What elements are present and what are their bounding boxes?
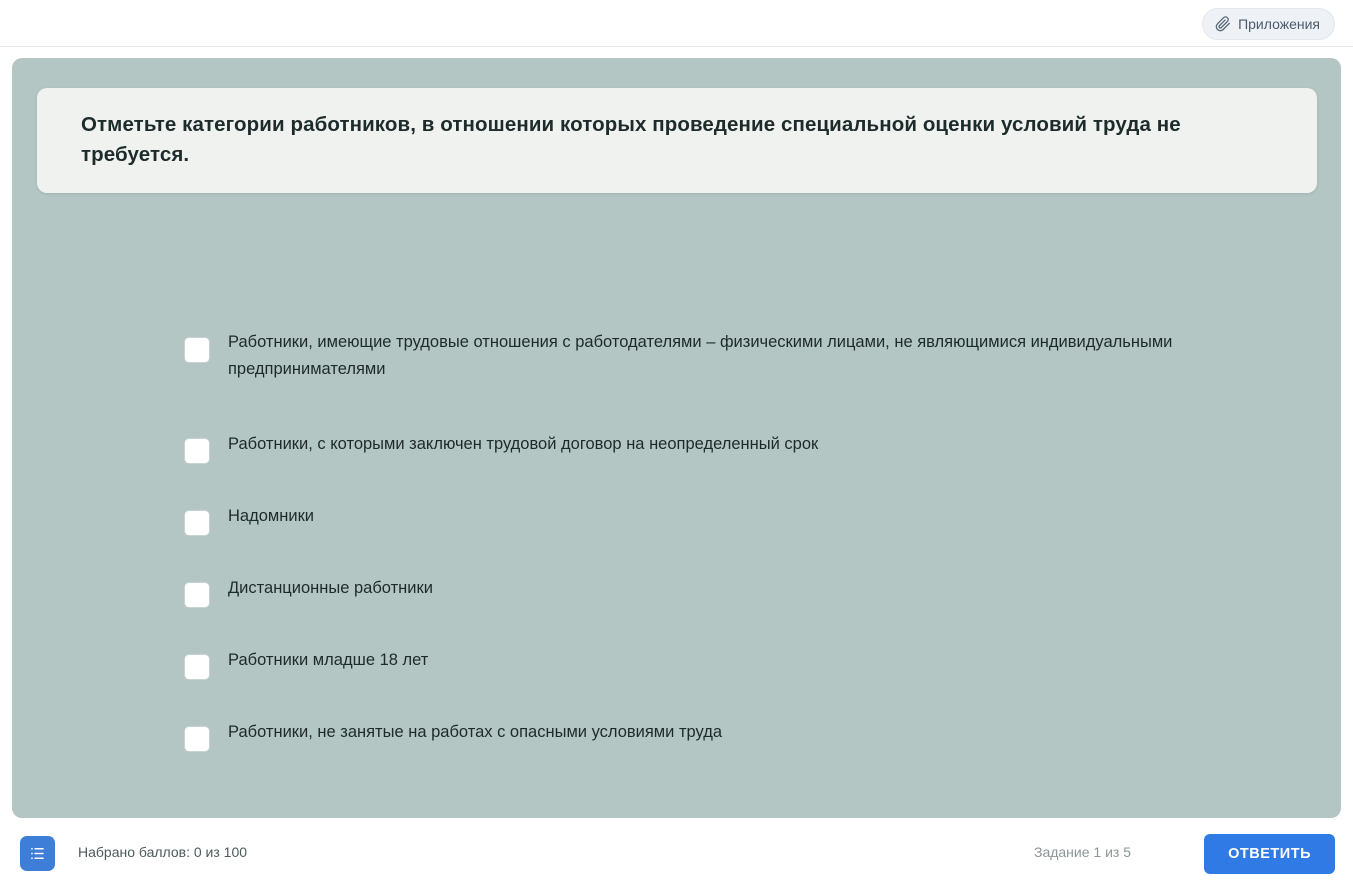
- question-card: [37, 88, 1317, 193]
- list-menu-icon[interactable]: [20, 836, 55, 871]
- option-label: Работники, имеющие трудовые отношения с работодателями – физическими лицами, не являющимися индивидуальными предпринимателями: [228, 333, 1173, 378]
- option-row[interactable]: [184, 425, 1234, 464]
- quiz-stage: [12, 58, 1341, 818]
- option-checkbox[interactable]: [184, 726, 210, 752]
- option-row[interactable]: [184, 641, 1234, 680]
- bottom-bar: [0, 820, 1353, 887]
- option-row[interactable]: [184, 569, 1234, 608]
- top-bar: [0, 0, 1353, 47]
- options-list: [184, 323, 1234, 785]
- task-counter: Задание 1 из 5: [1033, 844, 1131, 860]
- option-checkbox[interactable]: [184, 582, 210, 608]
- paperclip-icon: [1215, 16, 1231, 32]
- option-checkbox[interactable]: [184, 654, 210, 680]
- option-label: Работники, с которыми заключен трудовой договор на неопределенный срок: [228, 435, 819, 454]
- score-text: Набрано баллов: 0 из 100: [78, 844, 248, 860]
- option-label: Дистанционные работники: [228, 579, 433, 598]
- option-row[interactable]: [184, 713, 1234, 752]
- option-label: Работники младше 18 лет: [228, 651, 429, 670]
- answer-button[interactable]: ОТВЕТИТЬ: [1204, 834, 1335, 874]
- apps-button[interactable]: [1202, 8, 1335, 40]
- option-row[interactable]: [184, 497, 1234, 536]
- option-checkbox[interactable]: [184, 337, 210, 363]
- apps-button-label: Приложения: [1238, 16, 1320, 32]
- option-checkbox[interactable]: [184, 438, 210, 464]
- option-label: Работники, не занятые на работах с опасными условиями труда: [228, 723, 723, 742]
- option-checkbox[interactable]: [184, 510, 210, 536]
- option-row[interactable]: [184, 323, 1234, 382]
- option-label: Надомники: [228, 507, 315, 526]
- question-text: Отметьте категории работников, в отношении которых проведение специальной оценки условий труда не требуется.: [81, 113, 1181, 166]
